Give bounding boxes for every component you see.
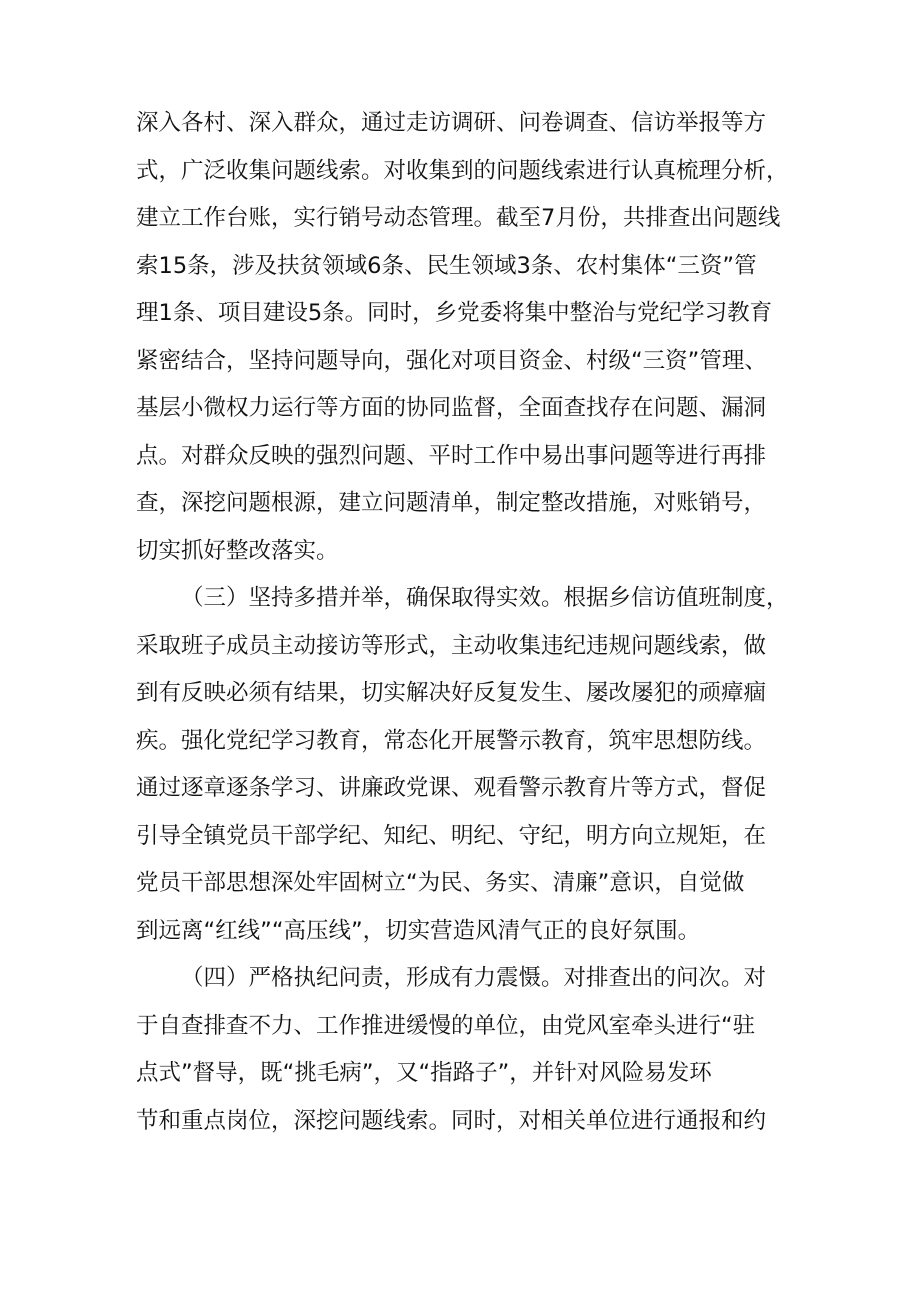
text-line: 到远离“红线”“高压线”，切实营造风清气正的良好氛围。 bbox=[136, 917, 701, 944]
section-heading-line: （三）坚持多措并举，确保取得实效。根据乡信访值班制度， bbox=[181, 585, 789, 611]
text-line: 点。对群众反映的强烈问题、平时工作中易出事问题等进行再排 bbox=[136, 442, 767, 469]
paragraph-section-3 bbox=[136, 575, 796, 955]
text-line: 点式”督导，既“挑毛病”，又“指路子”，并针对风险易发环 bbox=[136, 1060, 712, 1086]
document-body bbox=[136, 100, 796, 1145]
text-line: 切实抓好整改落实。 bbox=[136, 537, 339, 564]
text-line: 采取班子成员主动接访等形式，主动收集违纪违规问题线索，做 bbox=[136, 632, 767, 659]
text-line: 深入各村、深入群众，通过走访调研、问卷调查、信访举报等方 bbox=[136, 110, 767, 136]
text-line: 查，深挖问题根源，建立问题清单，制定整改措施，对账销号， bbox=[136, 490, 767, 516]
text-line: 索15条，涉及扶贫领域6条、民生领域3条、农村集体“三资”管 bbox=[136, 252, 757, 279]
text-line: 到有反映必须有结果，切实解决好反复发生、屡改屡犯的顽瘴痼 bbox=[136, 680, 767, 706]
text-line: 紧密结合，坚持问题导向，强化对项目资金、村级“三资”管理、 bbox=[136, 347, 767, 374]
text-line: 式，广泛收集问题线索。对收集到的问题线索进行认真梳理分析， bbox=[136, 157, 789, 184]
paragraph-continued bbox=[136, 100, 796, 575]
text-line: 通过逐章逐条学习、讲廉政党课、观看警示教育片等方式，督促 bbox=[136, 775, 767, 801]
text-line: 引导全镇党员干部学纪、知纪、明纪、守纪，明方向立规矩，在 bbox=[136, 822, 767, 849]
paragraph-section-4 bbox=[136, 955, 796, 1145]
text-line: 疾。强化党纪学习教育，常态化开展警示教育，筑牢思想防线。 bbox=[136, 727, 767, 754]
text-line: 理1条、项目建设5条。同时，乡党委将集中整治与党纪学习教育 bbox=[136, 300, 773, 326]
text-line: 党员干部思想深处牢固树立“为民、务实、清廉”意识，自觉做 bbox=[136, 870, 745, 896]
text-line: 建立工作台账，实行销号动态管理。截至7月份，共排查出问题线 bbox=[136, 205, 781, 231]
text-line: 基层小微权力运行等方面的协同监督，全面查找存在问题、漏洞 bbox=[136, 395, 767, 421]
section-heading-line: （四）严格执纪问责，形成有力震慑。对排查出的问次。对 bbox=[181, 965, 767, 991]
text-line: 于自查排查不力、工作推进缓慢的单位，由党风室牵头进行“驻 bbox=[136, 1012, 756, 1039]
text-line: 节和重点岗位，深挖问题线索。同时，对相关单位进行通报和约 bbox=[136, 1107, 767, 1134]
